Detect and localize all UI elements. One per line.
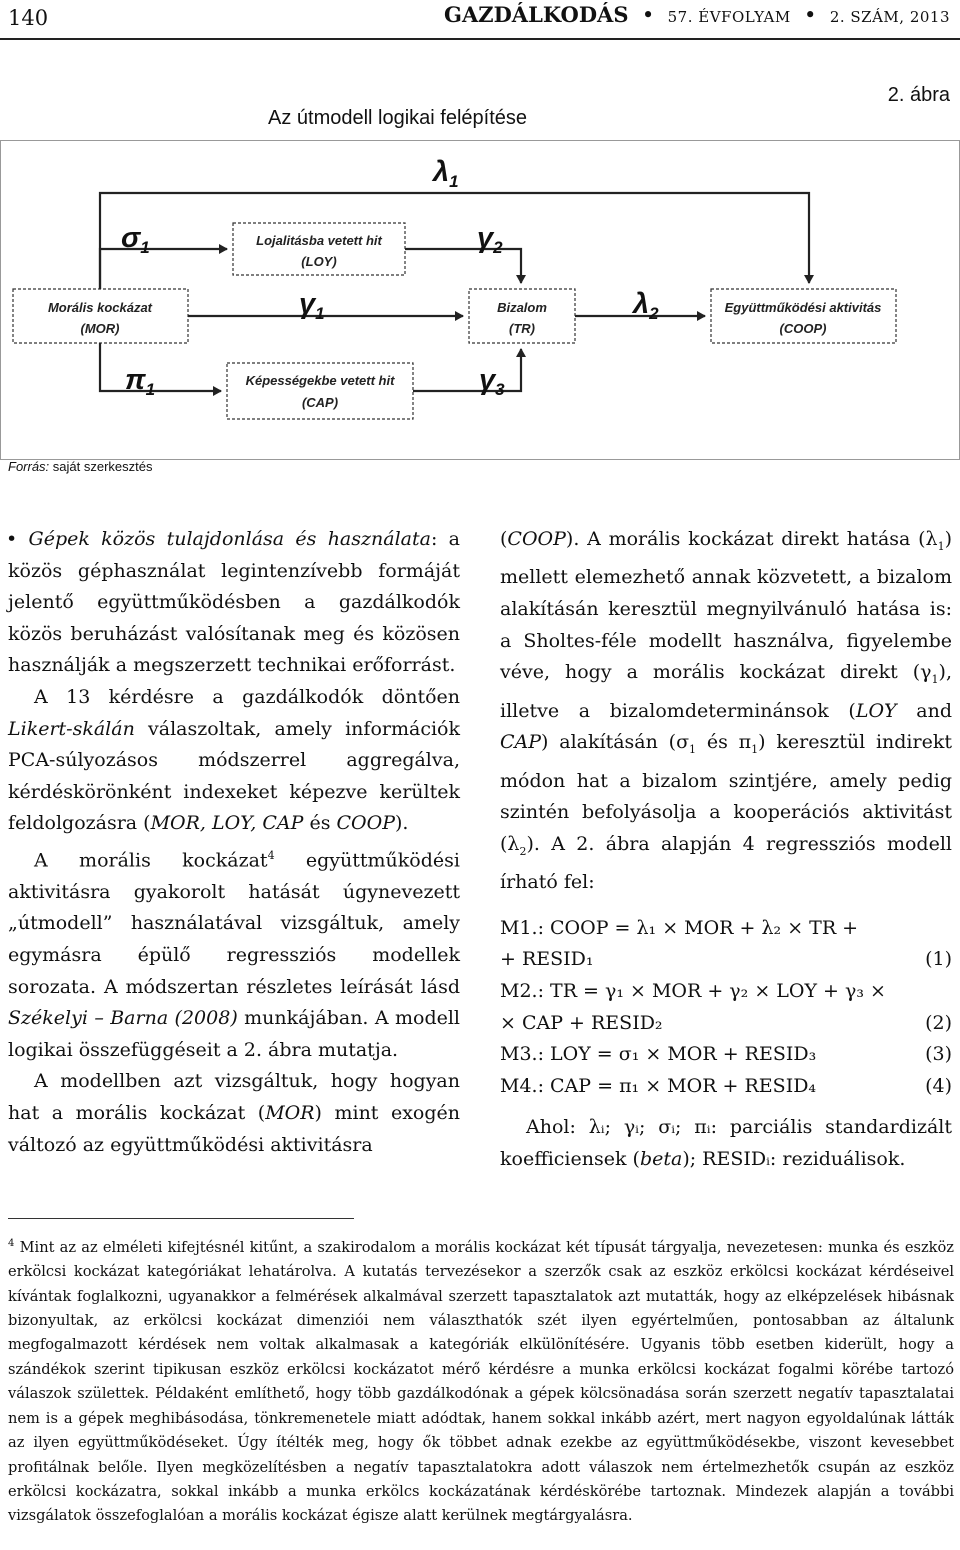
coef-gamma2: $\gamma_2$ [477,222,503,257]
subscript: 1 [931,672,939,686]
equation-number: (1) [925,948,952,971]
node-coop-abbr: (COOP) [779,321,827,336]
right-column [500,524,952,1175]
text-run: ); RESIDᵢ: reziduálisok. [682,1147,906,1170]
equation-3 [500,1039,952,1071]
coef-lambda2: $\lambda_2$ [633,288,659,323]
text-run: A 13 kérdésre a gazdálkodók döntően [34,685,460,708]
text-run: munkájában. A modell logikai összefüggéseit a 2. ábra mutatja. [8,1007,461,1061]
figure-number: 2. ábra [887,84,950,106]
node-cap-abbr: (CAP) [301,395,339,410]
text-run: A modellben azt vizsgáltuk, hogy hogyan hat a morális kockázat ( [8,1070,460,1125]
path-model-diagram [1,141,959,459]
path-sigma1 [100,249,227,289]
variable-coop: COOP [507,528,566,550]
variable-mor: MOR [265,1102,315,1125]
text-run: ). A 2. ábra alapján 4 regressziós modell írható fel: [500,832,952,894]
coef-gamma1: $\gamma_1$ [299,288,325,323]
coef-sigma1: $\sigma_1$ [121,222,150,257]
text-run: ) mint exogén változó az együttműködési aktivitásra [8,1102,461,1156]
coef-pi1: $\pi_1$ [125,364,156,399]
equation-number: (2) [925,1011,952,1034]
text-run: ) alakításán (σ [541,731,690,754]
variable-coop: COOP [336,812,395,835]
footnote [8,1232,954,1529]
text-run: ( [500,528,508,550]
equation-2-line-1 [500,976,952,1008]
figure-title: Az útmodell logikai felépítése [268,107,528,129]
paragraph-method [8,682,460,840]
equation-text: M2.: TR = γ₁ × MOR + γ₂ × LOY + γ₃ × [500,979,886,1002]
path-gamma3 [413,349,521,391]
equation-text: M3.: LOY = σ₁ × MOR + RESID₃ [500,1043,817,1066]
node-tr-abbr: (TR) [509,321,535,336]
text-run: ). [394,812,409,835]
figure-source-label: Forrás: [8,459,50,474]
header-bullet-1: • [635,3,661,27]
variable-cap: CAP [500,731,542,754]
paragraph-effects [500,524,952,899]
variable-loy: LOY [855,699,897,722]
path-lambda1 [100,193,809,289]
text-run: ), illetve a bizalomdeterminánsok ( [500,661,952,722]
journal-name: GAZDÁLKODÁS [444,2,629,27]
text-run: and [896,699,952,722]
equation-text: M4.: CAP = π₁ × MOR + RESID₄ [500,1074,817,1097]
beta-term: beta [639,1147,683,1170]
text-run: ). A morális kockázat direkt hatása (λ [565,528,938,550]
node-mor-name: Morális kockázat [47,300,153,315]
equation-text: × CAP + RESID₂ [500,1011,663,1034]
figure-source [8,459,153,474]
subscript: 2 [519,844,527,858]
footnote-text: Mint az az elméleti kifejtésnél kitűnt, a szakirodalom a morális kockázat két típusát tárgyalja, nevezetesen: munka és eszköz erkölcsi kockázat kategóriákat lehatárolva. A kutatás tervezésekor a szerzők csak az eszköz erkölcsi kockázat kérdéseivel kívántak foglalkozni, ugyanakkor a felmérések alkalmával szerzett tapasztalatok azt mutatták, hogy az elképzelések hibásnak bizonyultak, az erkölcsi kockázat dimenziói nem választhatók szét ilyen egyértelműen, pontosabban az általunk megfogalmazott kérdések nem voltak alkalmasak a kategóriák elkülönítésére. Ugyanis több esetben kiderült, hogy a szándékok szerint tipikusan eszköz erkölcsi kockázatot mérő kérdésre a munka erkölcsi kockázat fogalmi körébe tartozó válaszok születtek. Példaként említhető, hogy több gazdálkodónak a gépek kölcsönadása során szerzett negatív tapasztalatai nem is a gépek meghibásodása, tönkremenetele miatt adódtak, hanem sokkal inkább azért, mert nagyon egyoldalúnak látták az ilyen együttműködéseket. Úgy ítélték meg, hogy ők többet adnak ezekbe az együttműködésekbe, viszont kevesebbet profitálnak belőle. Ilyen megközelítésben a negatív tapasztalatokra adott válaszok nem értelmezhetők csupán az eszköz erkölcsi kockázatra, sokkal inkább a munka erkölcs kockázatának kérdéskörébe tartoznak. Mindezek alapján a további vizsgálatok összefoglalóan a morális kockázat égisze alatt kerülnek megtárgyalásra. [8,1238,954,1525]
paragraph-path-model [8,840,460,1066]
node-cap-name: Képességekbe vetett hit [245,373,395,388]
bullet-text: : a közös géphasználat legintenzívebb formáját jelentő együttműködésben a gazdálkodók közös beruházást valósítanak meg és közösen használják a megszerzett technikai erőforrást. [8,528,460,677]
page-number: 140 [8,6,49,30]
header-rule [0,38,960,40]
text-run: válaszoltak, amely információk PCA-súlyozásos módszerrel aggregálva, kérdéskörönként indexeket képezve kerültek feldolgozásra ( [8,717,460,835]
node-box-cap [227,363,413,419]
node-loy-abbr: (LOY) [301,254,337,269]
equation-number: (3) [925,1043,952,1066]
equation-4 [500,1071,952,1103]
coef-lambda1: $\lambda_1$ [433,156,459,191]
likert-term: Likert-skálán [8,717,135,740]
left-column [8,524,460,1161]
equation-number: (4) [925,1074,952,1097]
citation: Székelyi – Barna (2008) [8,1007,238,1030]
bullet-title: Gépek közös tulajdonlása és használata [28,528,431,550]
equation-text: + RESID₁ [500,948,594,971]
paragraph-where [500,1112,952,1175]
text-run: A morális kockázat [34,849,268,872]
node-loy-name: Lojalitásba vetett hit [256,233,382,248]
equation-1-line-1 [500,913,952,945]
paragraph-exogenous [8,1066,460,1161]
footnote-ref: 4 [267,848,275,862]
figure-source-text: saját szerkesztés [52,459,153,474]
journal-issue: 2. SZÁM, 2013 [829,8,950,26]
bullet-mark: • [6,528,29,550]
coef-gamma3: $\gamma_3$ [479,364,505,399]
text-run: és [303,812,337,835]
journal-volume: 57. ÉVFOLYAM [667,8,791,26]
text-run: ) mellett elemezhető annak közvetett, a bizalom alakításán keresztül megnyilvánuló hatása is: a Sholtes-féle modellt használva, figyelembe véve, hogy a morális kockázat direkt (γ [500,528,952,684]
equation-2-line-2 [500,1008,952,1040]
node-coop-name: Együttműködési aktivitás [724,300,882,315]
text-run: ) keresztül indirekt módon hat a bizalom szintjére, amely pedig szintén befolyásolja a kooperációs aktivitást (λ [500,731,952,855]
node-tr-name: Bizalom [497,300,547,315]
subscript: 1 [751,742,759,756]
bullet-paragraph [8,524,460,682]
subscript: 1 [937,539,945,553]
footnote-mark: 4 [8,1238,15,1249]
figure-frame [0,140,960,460]
variable-names: MOR, LOY, CAP [150,812,304,835]
equation-text: M1.: COOP = λ₁ × MOR + λ₂ × TR + [500,916,859,939]
text-run: együttműködési aktivitásra gyakorolt hatását úgynevezett „útmodell” használatával vizsgáltuk, amely egymásra épülő regressziós modellek sorozata. A módszertan részletes leírását lásd [8,849,460,998]
node-mor-abbr: (MOR) [80,321,120,336]
text-run: és π [696,731,752,754]
path-pi1 [100,343,221,391]
path-gamma2 [405,249,521,283]
header-bullet-2: • [797,3,824,27]
equation-1-line-2 [500,944,952,976]
running-header [444,2,950,27]
footnote-rule [8,1218,354,1219]
subscript: 1 [689,742,697,756]
text-run: Ahol: λᵢ; γᵢ; σᵢ; πᵢ: parciális standardizált koefficiensek ( [500,1116,952,1170]
